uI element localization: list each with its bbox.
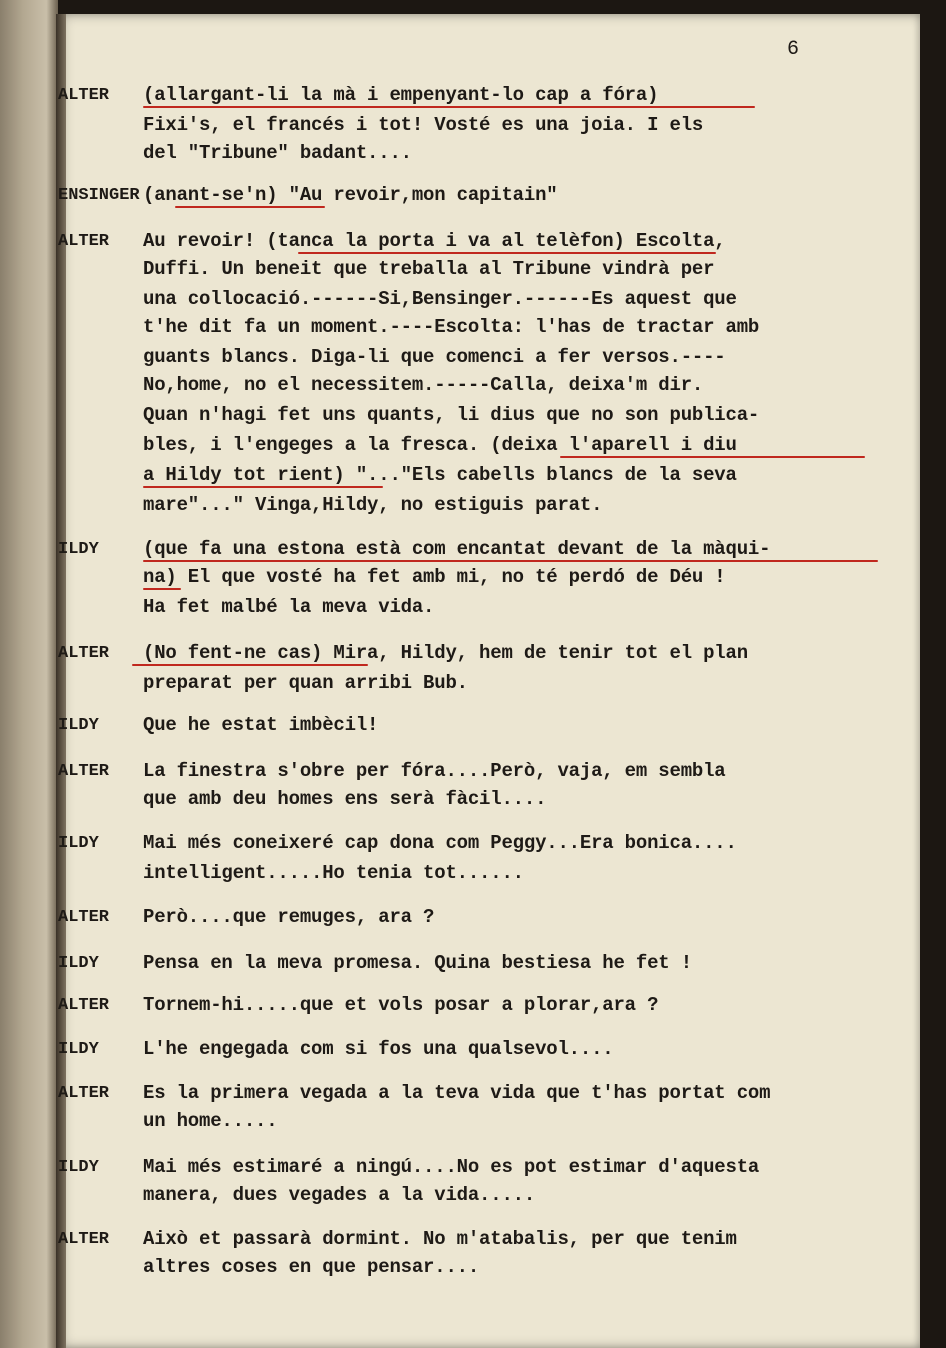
dialogue-line: Es la primera vegada a la teva vida que t'has portat com xyxy=(143,1082,771,1104)
dialogue-line: Pensa en la meva promesa. Quina bestiesa he fet ! xyxy=(143,952,692,974)
dialogue-line: La finestra s'obre per fóra....Però, vaja, em sembla xyxy=(143,760,726,782)
speaker-label: ALTER xyxy=(58,762,110,781)
dialogue-line: del "Tribune" badant.... xyxy=(143,142,412,164)
speaker-label: ILDY xyxy=(58,834,99,853)
speaker-label: ENSINGER xyxy=(58,186,140,205)
speaker-label: ALTER xyxy=(58,996,110,1015)
red-underline xyxy=(298,252,716,254)
dialogue-line: guants blancs. Diga-li que comenci a fer versos.---- xyxy=(143,346,726,368)
dialogue-line: (que fa una estona està com encantat devant de la màqui- xyxy=(143,538,771,560)
dialogue-line: Tornem-hi.....que et vols posar a plorar,ara ? xyxy=(143,994,659,1016)
speaker-label: ALTER xyxy=(58,644,110,663)
speaker-label: ALTER xyxy=(58,86,110,105)
red-underline xyxy=(143,588,181,590)
speaker-label: ALTER xyxy=(58,1230,110,1249)
dialogue-line: un home..... xyxy=(143,1110,278,1132)
red-underline xyxy=(132,664,368,666)
speaker-label: ILDY xyxy=(58,716,99,735)
dialogue-line: Au revoir! (tanca la porta i va al telèfon) Escolta, xyxy=(143,230,726,252)
red-underline xyxy=(143,106,755,108)
red-underline xyxy=(143,486,383,488)
dialogue-line: manera, dues vegades a la vida..... xyxy=(143,1184,536,1206)
dialogue-line: Duffi. Un beneit que treballa al Tribune vindrà per xyxy=(143,258,715,280)
dialogue-line: na) El que vosté ha fet amb mi, no té perdó de Déu ! xyxy=(143,566,726,588)
dialogue-line: Que he estat imbècil! xyxy=(143,714,379,736)
dialogue-line: altres coses en que pensar.... xyxy=(143,1256,480,1278)
red-underline xyxy=(143,560,878,562)
dialogue-line: Però....que remuges, ara ? xyxy=(143,906,435,928)
speaker-label: ILDY xyxy=(58,954,99,973)
speaker-label: ALTER xyxy=(58,908,110,927)
dialogue-line: (No fent-ne cas) Mira, Hildy, hem de tenir tot el plan xyxy=(143,642,748,664)
speaker-label: ILDY xyxy=(58,540,99,559)
dialogue-line: bles, i l'engeges a la fresca. (deixa l'aparell i diu xyxy=(143,434,737,456)
dialogue-line: que amb deu homes ens serà fàcil.... xyxy=(143,788,547,810)
speaker-label: ILDY xyxy=(58,1158,99,1177)
dialogue-line: intelligent.....Ho tenia tot...... xyxy=(143,862,524,884)
dialogue-line: Mai més coneixeré cap dona com Peggy...Era bonica.... xyxy=(143,832,737,854)
speaker-label: ILDY xyxy=(58,1040,99,1059)
dialogue-line: preparat per quan arribi Bub. xyxy=(143,672,468,694)
dialogue-line: a Hildy tot rient) "..."Els cabells blancs de la seva xyxy=(143,464,737,486)
dialogue-line: una collocació.------Si,Bensinger.------Es aquest que xyxy=(143,288,737,310)
dialogue-line: L'he engegada com si fos una qualsevol.... xyxy=(143,1038,614,1060)
dialogue-line: Quan n'hagi fet uns quants, li dius que no son publica- xyxy=(143,404,760,426)
dialogue-line: (anant-se'n) "Au revoir,mon capitain" xyxy=(143,184,558,206)
red-underline xyxy=(560,456,865,458)
dialogue-line: Això et passarà dormint. No m'atabalis, per que tenim xyxy=(143,1228,737,1250)
page-number: 6 xyxy=(787,38,800,61)
previous-page-edge xyxy=(0,0,58,1348)
dialogue-line: Ha fet malbé la meva vida. xyxy=(143,596,435,618)
dialogue-line: mare"..." Vinga,Hildy, no estiguis parat. xyxy=(143,494,603,516)
dialogue-line: Mai més estimaré a ningú....No es pot estimar d'aquesta xyxy=(143,1156,760,1178)
dialogue-line: t'he dit fa un moment.----Escolta: l'has de tractar amb xyxy=(143,316,760,338)
speaker-label: ALTER xyxy=(58,232,110,251)
red-underline xyxy=(175,206,325,208)
dialogue-line: Fixi's, el francés i tot! Vosté es una joia. I els xyxy=(143,114,704,136)
dialogue-line: (allargant-li la mà i empenyant-lo cap a fóra) xyxy=(143,84,659,106)
dialogue-line: No,home, no el necessitem.-----Calla, deixa'm dir. xyxy=(143,374,704,396)
page-binding xyxy=(56,14,66,1348)
speaker-label: ALTER xyxy=(58,1084,110,1103)
